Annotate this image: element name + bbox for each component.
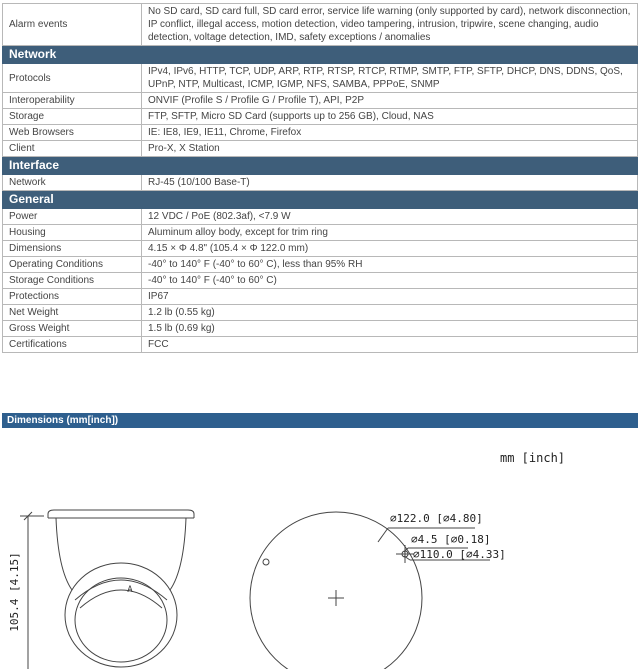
spec-value: -40° to 140° F (-40° to 60° C) [142,273,638,289]
spec-value: FTP, SFTP, Micro SD Card (supports up to 256 GB), Cloud, NAS [142,109,638,125]
section-title: Network [3,46,638,64]
dimension-drawing [0,430,640,669]
spec-value: 12 VDC / PoE (802.3af), <7.9 W [142,209,638,225]
spec-row [3,93,638,109]
spec-label: Housing [3,225,142,241]
spec-label: Protocols [3,64,142,93]
spec-value: Pro-X, X Station [142,141,638,157]
spec-label: Gross Weight [3,321,142,337]
section-header-general [3,191,638,209]
spec-label: Power [3,209,142,225]
spec-value: 1.2 lb (0.55 kg) [142,305,638,321]
spec-value: ONVIF (Profile S / Profile G / Profile T), API, P2P [142,93,638,109]
camera-top-view [250,512,422,669]
spec-row [3,209,638,225]
spec-label: Interoperability [3,93,142,109]
camera-side-view [48,510,194,667]
spec-value: No SD card, SD card full, SD card error, service life warning (only supported by card), network disconnection, IP conflict, illegal access, motion detection, video tampering, intrusion, tripwire, scene changing, audio detection, voltage detection, IMD, safety exceptions / anomalies [142,4,638,46]
spec-value: 1.5 lb (0.69 kg) [142,321,638,337]
spec-label: Dimensions [3,241,142,257]
spec-row [3,225,638,241]
spec-value: Aluminum alloy body, except for trim ring [142,225,638,241]
spec-value: IE: IE8, IE9, IE11, Chrome, Firefox [142,125,638,141]
hole-diameter-label: ⌀4.5 [⌀0.18] [411,533,491,546]
spec-row [3,125,638,141]
spec-row [3,175,638,191]
spec-value: IPv4, IPv6, HTTP, TCP, UDP, ARP, RTP, RTSP, RTCP, RTMP, SMTP, FTP, SFTP, DHCP, DNS, DDNS, QoS, UPnP, NTP, Multicast, ICMP, IGMP, NFS, SAMBA, PPPoE, SNMP [142,64,638,93]
section-title: Interface [3,157,638,175]
spec-value: IP67 [142,289,638,305]
spec-label: Net Weight [3,305,142,321]
height-label: 105.4 [4.15] [8,552,21,632]
spec-label: Storage Conditions [3,273,142,289]
spec-value: -40° to 140° F (-40° to 60° C), less than 95% RH [142,257,638,273]
section-header-interface [3,157,638,175]
spec-row [3,289,638,305]
height-dimension-line [20,512,44,669]
spec-label: Certifications [3,337,142,353]
units-label: mm [inch] [500,451,566,465]
spec-table [2,3,638,353]
spec-label: Client [3,141,142,157]
spec-row [3,257,638,273]
spec-label: Protections [3,289,142,305]
spec-value: 4.15 × Φ 4.8" (105.4 × Φ 122.0 mm) [142,241,638,257]
spec-row [3,305,638,321]
outer-diameter-label: ⌀122.0 [⌀4.80] [390,512,483,525]
spec-row [3,141,638,157]
spec-label: Web Browsers [3,125,142,141]
spec-label: Storage [3,109,142,125]
spec-label: Alarm events [3,4,142,46]
spec-row [3,273,638,289]
bolt-circle-label: ⌀110.0 [⌀4.33] [413,548,506,561]
spec-row [3,241,638,257]
spec-label: Network [3,175,142,191]
dimensions-header: Dimensions (mm[inch]) [2,413,638,428]
spec-row [3,337,638,353]
spec-value: RJ-45 (10/100 Base-T) [142,175,638,191]
section-header-network [3,46,638,64]
spec-row [3,64,638,93]
spec-row-alarm-events [3,4,638,46]
spec-label: Operating Conditions [3,257,142,273]
lens-mark: A [127,585,133,595]
section-title: General [3,191,638,209]
spec-row [3,321,638,337]
spec-row [3,109,638,125]
spec-value: FCC [142,337,638,353]
